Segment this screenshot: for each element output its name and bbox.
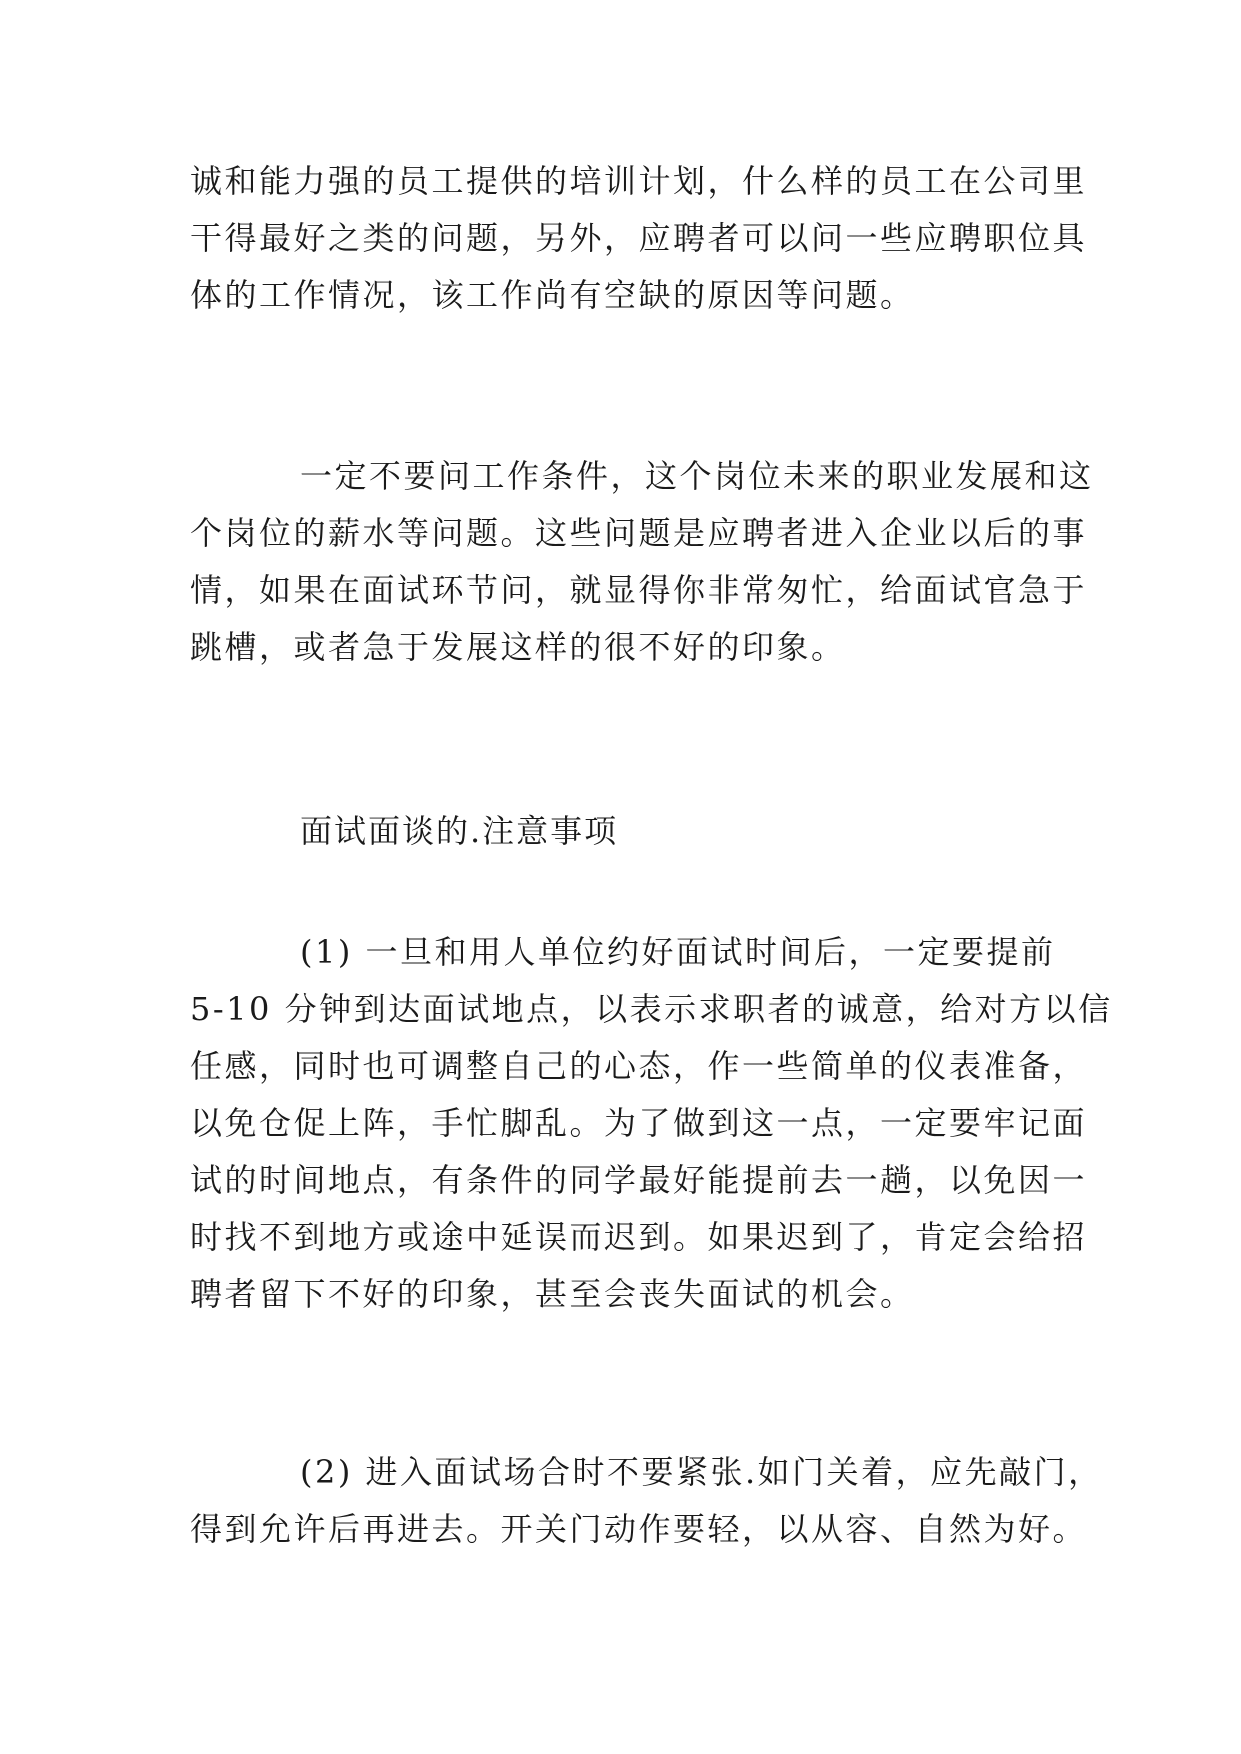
- paragraph-avoid-questions: [190, 448, 1094, 676]
- paragraph-line: 一定不要问工作条件，这个岗位未来的职业发展和这: [300, 457, 1094, 495]
- paragraph-line: 任感，同时也可调整自己的心态，作一些简单的仪表准备，: [190, 1047, 1088, 1085]
- paragraph-line: 体的工作情况，该工作尚有空缺的原因等问题。: [190, 276, 915, 314]
- paragraph-line: 跳槽，或者急于发展这样的很不好的印象。: [190, 628, 846, 666]
- paragraph-line: 时找不到地方或途中延误而迟到。如果迟到了，肯定会给招: [190, 1218, 1088, 1256]
- paragraph-line: 得到允许后再进去。开关门动作要轻，以从容、自然为好。: [190, 1510, 1088, 1548]
- paragraph-training-questions: [190, 153, 1088, 324]
- paragraph-line: 个岗位的薪水等问题。这些问题是应聘者进入企业以后的事: [190, 514, 1088, 552]
- section-heading: 面试面谈的.注意事项: [300, 812, 619, 850]
- paragraph-line: 5-10 分钟到达面试地点，以表示求职者的诚意，给对方以信: [190, 990, 1113, 1028]
- paragraph-line: 试的时间地点，有条件的同学最好能提前去一趟，以免因一: [190, 1161, 1088, 1199]
- paragraph-line: 情，如果在面试环节问，就显得你非常匆忙，给面试官急于: [190, 571, 1088, 609]
- paragraph-line: 以免仓促上阵，手忙脚乱。为了做到这一点，一定要牢记面: [190, 1104, 1088, 1142]
- paragraph-line: (1) 一旦和用人单位约好面试时间后，一定要提前: [300, 933, 1056, 971]
- paragraph-line: (2) 进入面试场合时不要紧张.如门关着，应先敲门，: [300, 1453, 1103, 1491]
- paragraph-line: 干得最好之类的问题，另外，应聘者可以问一些应聘职位具: [190, 219, 1088, 257]
- paragraph-line: 诚和能力强的员工提供的培训计划，什么样的员工在公司里: [190, 162, 1088, 200]
- paragraph-point-2: [190, 1444, 1103, 1558]
- paragraph-line: 聘者留下不好的印象，甚至会丧失面试的机会。: [190, 1275, 915, 1313]
- paragraph-point-1: [190, 924, 1113, 1323]
